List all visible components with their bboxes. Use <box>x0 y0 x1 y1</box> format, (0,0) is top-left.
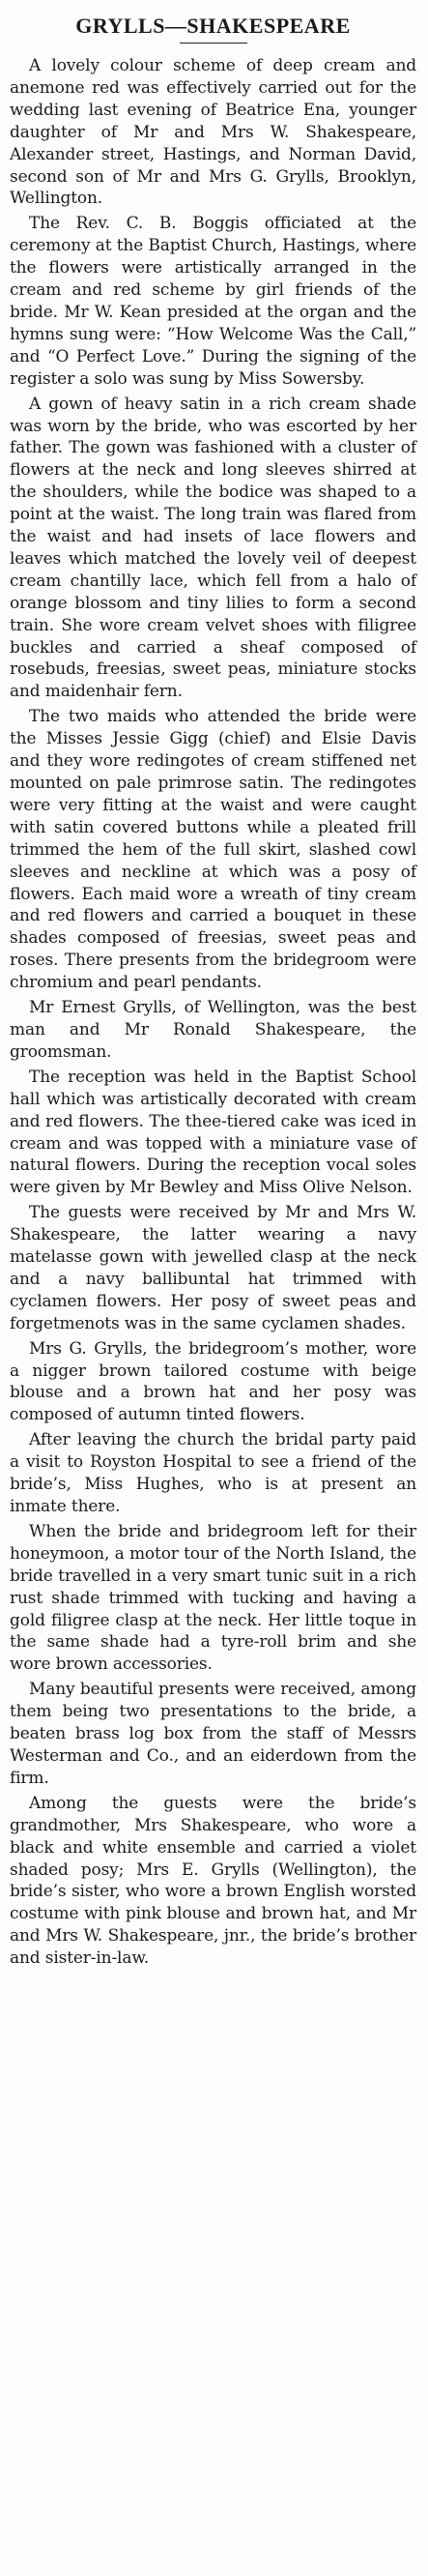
paragraph-guests-received: The guests were received by Mr and Mrs W. Shakespeare, the latter wearing a navy matelasse gown with jewelled clasp at the neck and a navy ballibuntal hat trimmed with cyclamen flowers. Her posy of sweet peas and forgetmenots was in the same cyclamen shades. <box>10 1203 416 1333</box>
paragraph-intro: A lovely colour scheme of deep cream and anemone red was effectively carried out for the wedding last evening of Beatrice Ena, younger daughter of Mr and Mrs W. Shakespeare, Alexander street, Hastings, and Norman David, second son of Mr and Mrs G. Grylls, Brooklyn, Wellington. <box>10 56 416 209</box>
paragraph-ceremony: The Rev. C. B. Boggis officiated at the ceremony at the Baptist Church, Hastings, where the flowers were artistically arranged in the cream and red scheme by girl friends of the bride. Mr W. Kean presided at the organ and the hymns sung were: “How Welcome Was the Call,” and “O Perfect Love.” During the signing of the register a solo was sung by Miss Sowersby. <box>10 214 416 389</box>
paragraph-guest-list: Among the guests were the bride’s grandmother, Mrs Shakespeare, who wore a black and white ensemble and carried a violet shaded posy; Mrs E. Grylls (Wellington), the bride’s sister, who wore a brown English worsted costume with pink blouse and brown hat, and Mr and Mrs W. Shakespeare, jnr., the bride’s brother and sister-in-law. <box>10 1793 416 1969</box>
title-underline-rule <box>180 43 247 44</box>
paragraph-reception: The reception was held in the Baptist School hall which was artistically decorated with cream and red flowers. The thee-tiered cake was iced in cream and was topped with a miniature vase of natural flowers. During the reception vocal soles were given by Mr Bewley and Miss Olive Nelson. <box>10 1067 416 1198</box>
article-title: GRYLLS—SHAKESPEARE <box>75 14 351 38</box>
paragraph-maids: The two maids who attended the bride were the Misses Jessie Gigg (chief) and Elsie Davis and they wore redingotes of cream stiffened net mounted on pale primrose satin. The redingotes were very fitting at the waist and were caught with satin covered buttons while a pleated frill trimmed the hem of the full skirt, slashed cowl sleeves and neckline at which was a posy of flowers. Each maid wore a wreath of tiny cream and red flowers and carried a bouquet in these shades composed of freesias, sweet peas and roses. There presents from the bridegroom were chromium and pearl pendants. <box>10 707 416 993</box>
paragraph-groom-mother: Mrs G. Grylls, the bridegroom’s mother, wore a nigger brown tailored costume with beige blouse and a brown hat and her posy was composed of autumn tinted flowers. <box>10 1338 416 1425</box>
paragraph-bride-gown: A gown of heavy satin in a rich cream shade was worn by the bride, who was escorted by her father. The gown was fashioned with a cluster of flowers at the neck and long sleeves shirred at the shoulders, while the bodice was shaped to a point at the waist. The long train was flared from the waist and had insets of lace flowers and leaves which matched the lovely veil of deepest cream chantilly lace, which fell from a halo of orange blossom and tiny lilies to form a second train. She wore cream velvet shoes with filigree buckles and carried a sheaf composed of rosebuds, freesias, sweet peas, miniature stocks and maidenhair fern. <box>10 394 416 702</box>
paragraph-best-man: Mr Ernest Grylls, of Wellington, was the best man and Mr Ronald Shakespeare, the groomsman. <box>10 998 416 1062</box>
paragraph-honeymoon: When the bride and bridegroom left for their honeymoon, a motor tour of the North Island, the bride travelled in a very smart tunic suit in a rich rust shade trimmed with tucking and having a gold filigree clasp at the neck. Her little toque in the same shade had a tyre-roll brim and she wore brown accessories. <box>10 1521 416 1675</box>
paragraph-hospital-visit: After leaving the church the bridal party paid a visit to Royston Hospital to see a friend of the bride’s, Miss Hughes, who is at present an inmate there. <box>10 1430 416 1516</box>
paragraph-presents: Many beautiful presents were received, among them being two presentations to the bride, a beaten brass log box from the staff of Messrs Westerman and Co., and an eiderdown from the firm. <box>10 1680 416 1788</box>
